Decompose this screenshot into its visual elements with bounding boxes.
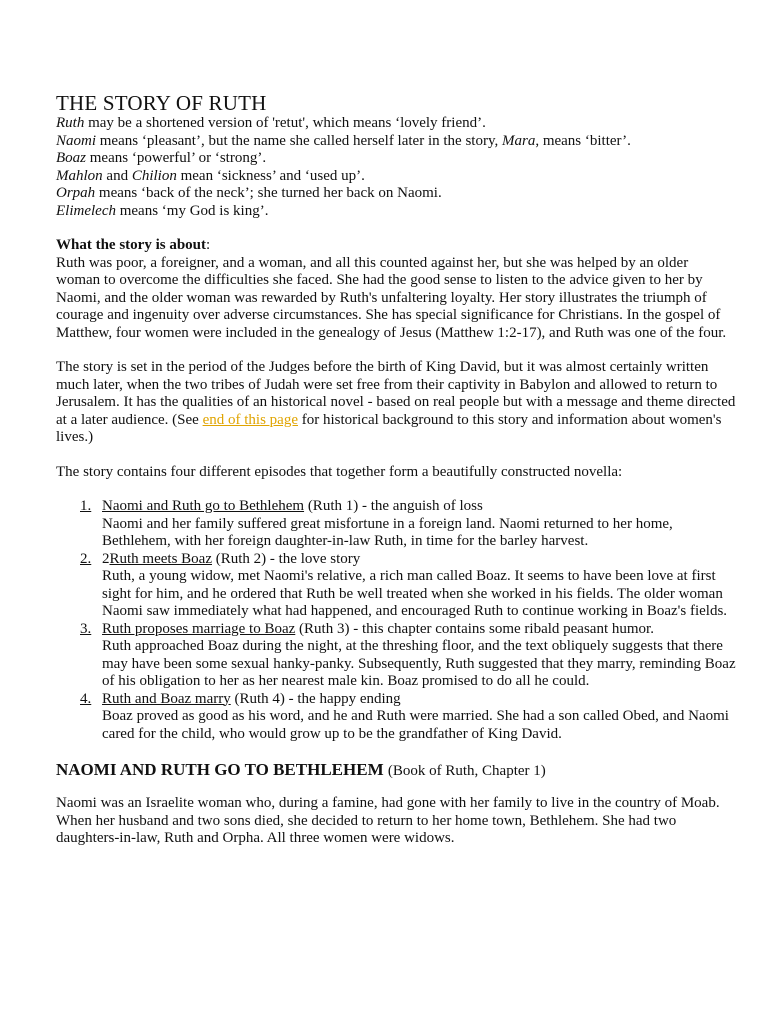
meaning-text-2: , means ‘bitter’. [535,132,631,149]
meaning-orpah [56,185,736,203]
list-item [56,691,736,744]
meaning-naomi [56,133,736,151]
episode-heading [102,551,736,569]
list-number: 1. [80,498,92,514]
meaning-text-2: mean ‘sickness’ and ‘used up’. [176,167,365,184]
chapter-subtitle: (Book of Ruth, Chapter 1) [387,763,546,779]
meaning-name: Naomi [56,132,97,149]
meaning-text: and [102,167,132,184]
episode-tail: (Ruth 4) - the happy ending [230,690,401,707]
chapter-title: NAOMI AND RUTH GO TO BETHLEHEM [56,760,384,779]
meaning-name-2: Mara [501,132,536,149]
name-meanings [56,115,736,220]
episodes-list [56,498,736,743]
episode-tail: (Ruth 2) - the love story [211,550,361,567]
about-heading-label: What the story is about [56,237,207,253]
list-item [56,498,736,551]
meaning-name: Boaz [56,150,86,166]
episodes-intro: The story contains four different episodes that together form a beautifully constructed novella: [56,463,623,480]
episode-title: Ruth proposes marriage to Boaz [102,620,296,637]
end-of-page-link[interactable]: end of this page [202,411,298,428]
about-paragraph: Ruth was poor, a foreigner, and a woman, and all this counted against her, but she was helped by an older woman to overcome the difficulties she faced. She had the good sense to listen to the advice given to her by Naomi, and the older woman was rewarded by Ruth's unfaltering loyalty. Her story illustrates the triumph of courage and ingenuity over adverse circumstances. She has special significance for Christians. In the gospel of Matthew, four women were included in the genealogy of Jesus (Matthew 1:2-17), and Ruth was one of the four. [56,254,727,341]
list-number: 4. [80,690,92,707]
setting-paragraph [56,359,736,447]
meaning-mahlon-chilion [56,168,736,186]
meaning-elimelech [56,203,736,221]
meaning-name: Mahlon [56,167,103,184]
episode-heading [102,498,736,516]
meaning-name: Orpah [56,185,96,201]
episode-tail: (Ruth 3) - this chapter contains some ribald peasant humor. [295,620,654,637]
setting-text-after: for historical background to this story and information about women's lives.) [56,411,722,445]
episode-title: Ruth meets Boaz [109,550,212,567]
episode-title: Naomi and Ruth go to Bethlehem [102,498,305,514]
meaning-text: means ‘my God is king’. [115,202,269,219]
meaning-name: Ruth [56,115,85,131]
list-number: 3. [80,620,92,637]
about-heading-colon: : [206,237,211,253]
meaning-text: means ‘back of the neck’; she turned her back on Naomi. [95,185,442,201]
list-item [56,551,736,621]
page-title: THE STORY OF RUTH [56,91,267,115]
list-item [56,621,736,691]
meaning-ruth [56,115,736,133]
meaning-name-2: Chilion [131,167,177,184]
meaning-boaz [56,150,736,168]
episode-prefix: 2 [102,550,110,567]
episode-body: Ruth, a young widow, met Naomi's relative, a rich man called Boaz. It seems to have been love at first sight for him, and he ordered that Ruth be well treated when she worked in his fields. The older woman Naomi saw immediately what had happened, and encouraged Ruth to continue working in Boaz's fields. [102,568,728,619]
episode-body: Ruth approached Boaz during the night, at the threshing floor, and the text obliquely suggests that there may have been some sexual hanky-panky. Subsequently, Ruth suggested that they marry, reminding Boaz of his obligation to her as her nearest male kin. Boaz promised to do all he could. [102,638,736,689]
meaning-text: means ‘powerful’ or ‘strong’. [86,150,267,166]
list-number: 2. [80,550,92,567]
document-content [56,91,736,848]
chapter-paragraph: Naomi was an Israelite woman who, during a famine, had gone with her family to live in the country of Moab. When her husband and two sons died, she decided to return to her home town, Bethlehem. She had two daughters-in-law, Ruth and Orpha. All three women were widows. [56,795,720,846]
meaning-name: Elimelech [56,202,116,219]
episode-body: Boaz proved as good as his word, and he and Ruth were married. She had a son called Obed, and Naomi cared for the child, who would grow up to be the grandfather of King David. [102,708,729,742]
episode-heading [102,621,736,639]
episode-title: Ruth and Boaz marry [102,690,231,707]
episode-heading [102,691,736,709]
episode-tail: (Ruth 1) - the anguish of loss [304,498,483,514]
meaning-text: means ‘pleasant’, but the name she called herself later in the story, [96,132,502,149]
episode-body: Naomi and her family suffered great misfortune in a foreign land. Naomi returned to her home, Bethlehem, with her foreign daughter-in-law Ruth, in time for the barley harvest. [102,515,673,549]
setting-text-before: The story is set in the period of the Judges before the birth of King David, but it was almost certainly written much later, when the two tribes of Judah were set free from their captivity in Babylon and allowed to return to Jerusalem. It has the qualities of an historical novel - based on real people but with a message and theme directed at a later audience. (See [56,359,736,428]
meaning-text: may be a shortened version of 'retut', which means ‘lovely friend’. [84,115,486,131]
chapter-heading [56,759,736,782]
about-heading [56,237,736,255]
